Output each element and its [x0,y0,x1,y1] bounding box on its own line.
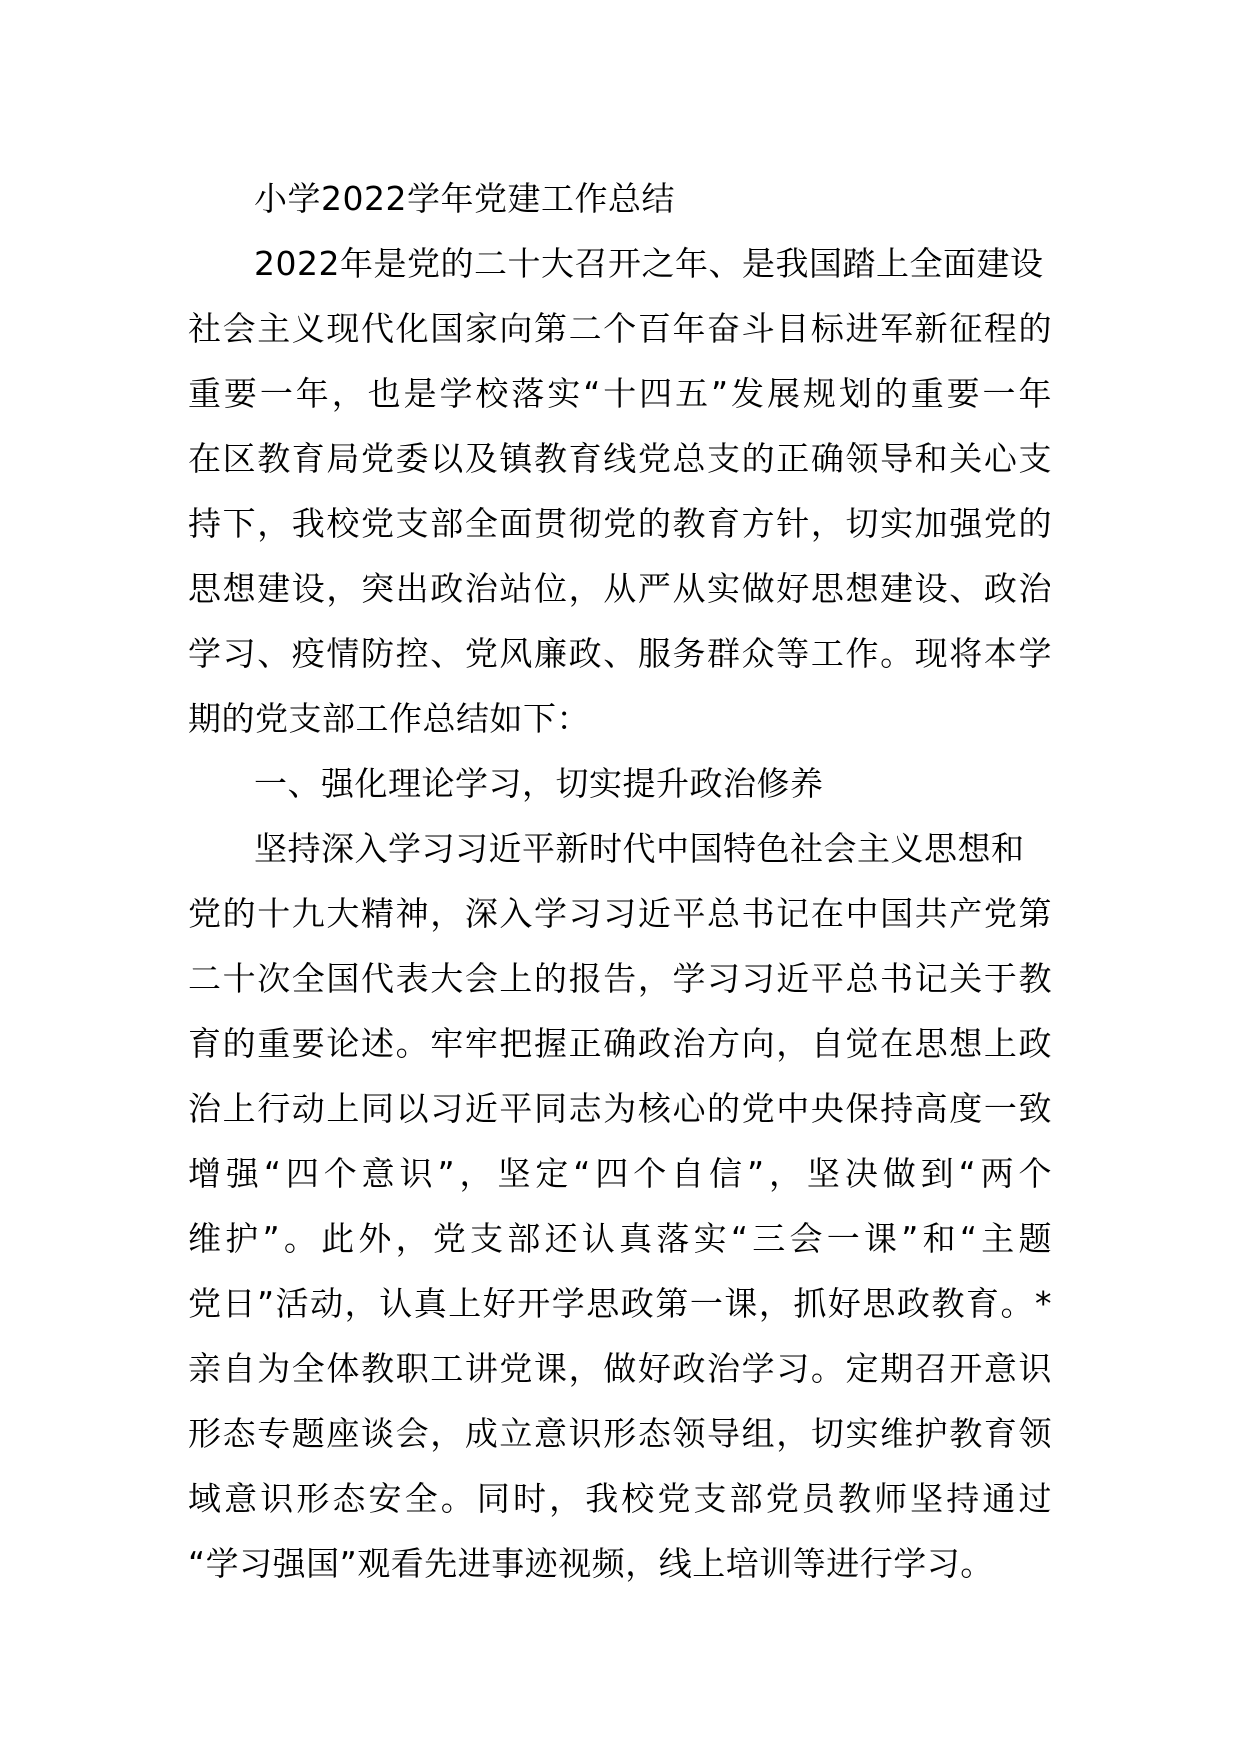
paragraph-line: 治上行动上同以习近平同志为核心的党中央保持高度一致 [188,1089,1052,1128]
paragraph-line: “学习强国”观看先进事迹视频，线上培训等进行学习。 [188,1544,994,1583]
paragraph-line: 二十次全国代表大会上的报告，学习习近平总书记关于教 [188,959,1052,998]
paragraph-line: 重要一年，也是学校落实“十四五”发展规划的重要一年 [188,374,1052,413]
paragraph-line: 2022年是党的二十大召开之年、是我国踏上全面建设 [254,244,1044,283]
paragraph-line: 学习、疫情防控、党风廉政、服务群众等工作。现将本学 [188,634,1052,673]
paragraph-line: 思想建设，突出政治站位，从严从实做好思想建设、政治 [188,569,1052,608]
paragraph-line: 维护”。此外，党支部还认真落实“三会一课”和“主题 [188,1219,1052,1258]
paragraph-line: 党日”活动，认真上好开学思政第一课，抓好思政教育。* [188,1284,1052,1323]
paragraph-line: 坚持深入学习习近平新时代中国特色社会主义思想和 [254,829,1025,868]
paragraph-line: 持下，我校党支部全面贯彻党的教育方针，切实加强党的 [188,504,1052,543]
section-heading: 一、强化理论学习，切实提升政治修养 [254,764,824,803]
document-body [188,166,1052,1596]
paragraph-line: 形态专题座谈会，成立意识形态领导组，切实维护教育领 [188,1414,1052,1453]
document-title: 小学2022学年党建工作总结 [254,179,675,218]
paragraph-line: 域意识形态安全。同时，我校党支部党员教师坚持通过 [188,1479,1052,1518]
paragraph-line: 社会主义现代化国家向第二个百年奋斗目标进军新征程的 [188,309,1052,348]
paragraph-line: 在区教育局党委以及镇教育线党总支的正确领导和关心支 [188,439,1052,478]
paragraph-line: 亲自为全体教职工讲党课，做好政治学习。定期召开意识 [188,1349,1052,1388]
paragraph-line: 党的十九大精神，深入学习习近平总书记在中国共产党第 [188,894,1052,933]
paragraph-line: 育的重要论述。牢牢把握正确政治方向，自觉在思想上政 [188,1024,1052,1063]
paragraph-line: 增强“四个意识”，坚定“四个自信”，坚决做到“两个 [188,1154,1052,1193]
paragraph-line: 期的党支部工作总结如下： [188,699,590,738]
